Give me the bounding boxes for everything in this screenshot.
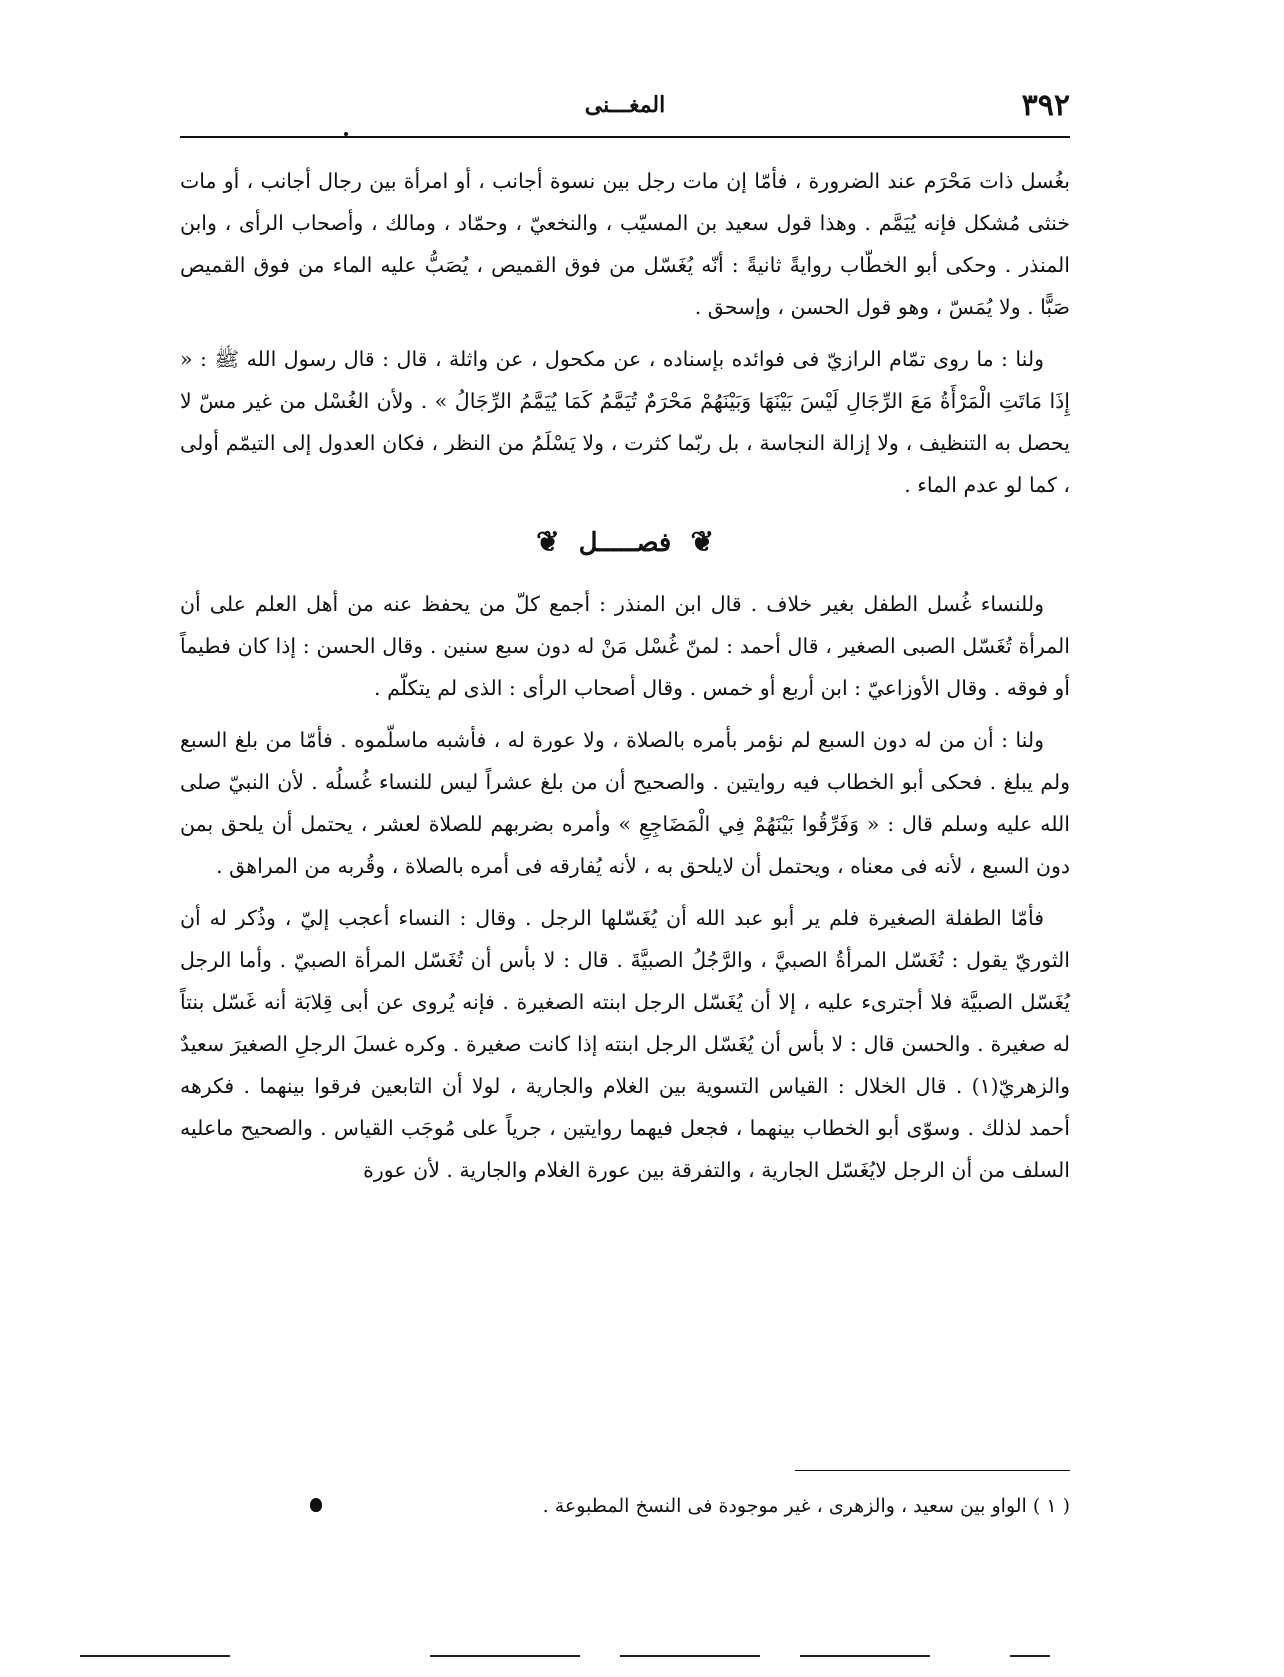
ornament-right-icon: ❦	[690, 525, 714, 558]
paragraph: ولنا : أن من له دون السبع لم نؤمر بأمره بالصلاة ، ولا عورة له ، فأشبه ماسلّموه . فأمّا من بلغ السبع ولم يبلغ . فحكى أبو الخطاب فيه روايتين . والصحيح أن من بلغ عشراً ليس للنساء غُسلُه . لأن النبيّ صلى الله عليه وسلم قال : « وَفَرِّقُوا بَيْنَهُمْ فِي الْمَضَاجِعِ » وأمره بضربهم للصلاة لعشر ، يحتمل أن يلحق بمن دون السبع ، لأنه فى معناه ، ويحتمل أن لايلحق به ، لأنه يُفارقه فى أمره بالصلاة ، وقُربه من المراهق .	[180, 728, 1070, 878]
footnote: ( ١ ) الواو بين سعيد ، والزهرى ، غير موجودة فى النسخ المطبوعة .	[542, 1495, 1070, 1517]
scan-edge-line	[1010, 1655, 1050, 1657]
paragraph: وللنساء غُسل الطفل بغير خلاف . قال ابن المنذر : أجمع كلّ من يحفظ عنه من أهل العلم على أن المرأة تُغَسّل الصبى الصغير ، قال أحمد : لمنّ غُسْل مَنْ له دون سبع سنين . وقال الحسن : إذا كان فطيماً أو فوقه . وقال الأوزاعيّ : ابن أربع أو خمس . وقال أصحاب الرأى : الذى لم يتكلّم .	[180, 592, 1070, 700]
scan-edge-line	[620, 1655, 760, 1657]
paragraph: ولنا : ما روى تمّام الرازيّ فى فوائده بإسناده ، عن مكحول ، عن واثلة ، قال : قال رسول الله ﷺ : « إِذَا مَاتَتِ الْمَرْأَةُ مَعَ الرِّجَالِ لَيْسَ بَيْنَهَا وَبَيْنَهُمْ مَحْرَمٌ تُيَمَّمُ كَمَا يُيَمَّمُ الرِّجَالُ » . ولأن الغُسْل من غير مسّ لا يحصل به التنظيف ، ولا إزالة النجاسة ، بل ربّما كثرت ، ولا يَسْلَمُ من النظر ، فكان العدول إلى التيمّم أولى ، كما لو عدم الماء .	[180, 347, 1070, 497]
paragraph: فأمّا الطفلة الصغيرة فلم ير أبو عبد الله أن يُغَسّلها الرجل . وقال : النساء أعجب إليّ ، وذُكر له أن الثوريّ يقول : تُغَسّل المرأةُ الصبيَّ ، والرَّجُلُ الصبيَّةَ . قال : لا بأس أن تُغَسّل المرأة الصبيّ . وأما الرجل يُغَسّل الصبيَّة فلا أجترىء عليه ، إلا أن يُغَسّل الرجل ابنته الصغيرة . فإنه يُروى عن أبى قِلابَة أنه غَسّل بنتاً له صغيرة . والحسن قال : لا بأس أن يُغَسّل الرجل ابنته إذا كانت صغيرة . وكره غسلَ الرجلِ الصغيرَ سعيدٌ والزهريّ(١) . قال الخلال : القياس التسوية بين الغلام والجارية ، لولا أن التابعين فرقوا بينهما . فكرهه أحمد لذلك . وسوّى أبو الخطاب بينهما ، فجعل فيهما روايتين ، جرياً على مُوجَب القياس . والصحيح ماعليه السلف من أن الرجل لايُغَسّل الجارية ، والتفرقة بين عورة الغلام والجارية . لأن عورة	[180, 906, 1070, 1182]
ink-mark-icon	[310, 1498, 322, 1512]
header-rule	[180, 136, 1070, 138]
scan-edge-line	[80, 1655, 230, 1657]
footnote-rule	[795, 1470, 1070, 1471]
section-heading	[180, 522, 1070, 563]
page-header	[180, 88, 1070, 132]
main-text	[180, 160, 1070, 1201]
ornament-left-icon: ❦	[536, 525, 560, 558]
scan-edge-line	[430, 1655, 580, 1657]
page-number: ٣٩٢	[1021, 88, 1070, 123]
paragraph: بغُسل ذات مَحْرَم عند الضرورة ، فأمّا إن مات رجل بين نسوة أجانب ، أو امرأة بين رجال أجانب ، أو مات خنثى مُشكل فإنه يُيَمَّم . وهذا قول سعيد بن المسيّب ، والنخعيّ ، وحمّاد ، ومالك ، وأصحاب الرأى ، وابن المنذر . وحكى أبو الخطّاب روايةً ثانيةً : أنّه يُغَسّل من فوق القميص ، يُصَبُّ عليه الماء من فوق القميص صَبًّا . ولا يُمَسّ ، وهو قول الحسن ، وإسحق .	[180, 169, 1070, 319]
scan-edge-line	[800, 1655, 930, 1657]
section-heading-text: فصـــــل	[578, 528, 672, 558]
running-title: المغـــنى	[584, 92, 666, 118]
header-dot	[344, 132, 348, 136]
